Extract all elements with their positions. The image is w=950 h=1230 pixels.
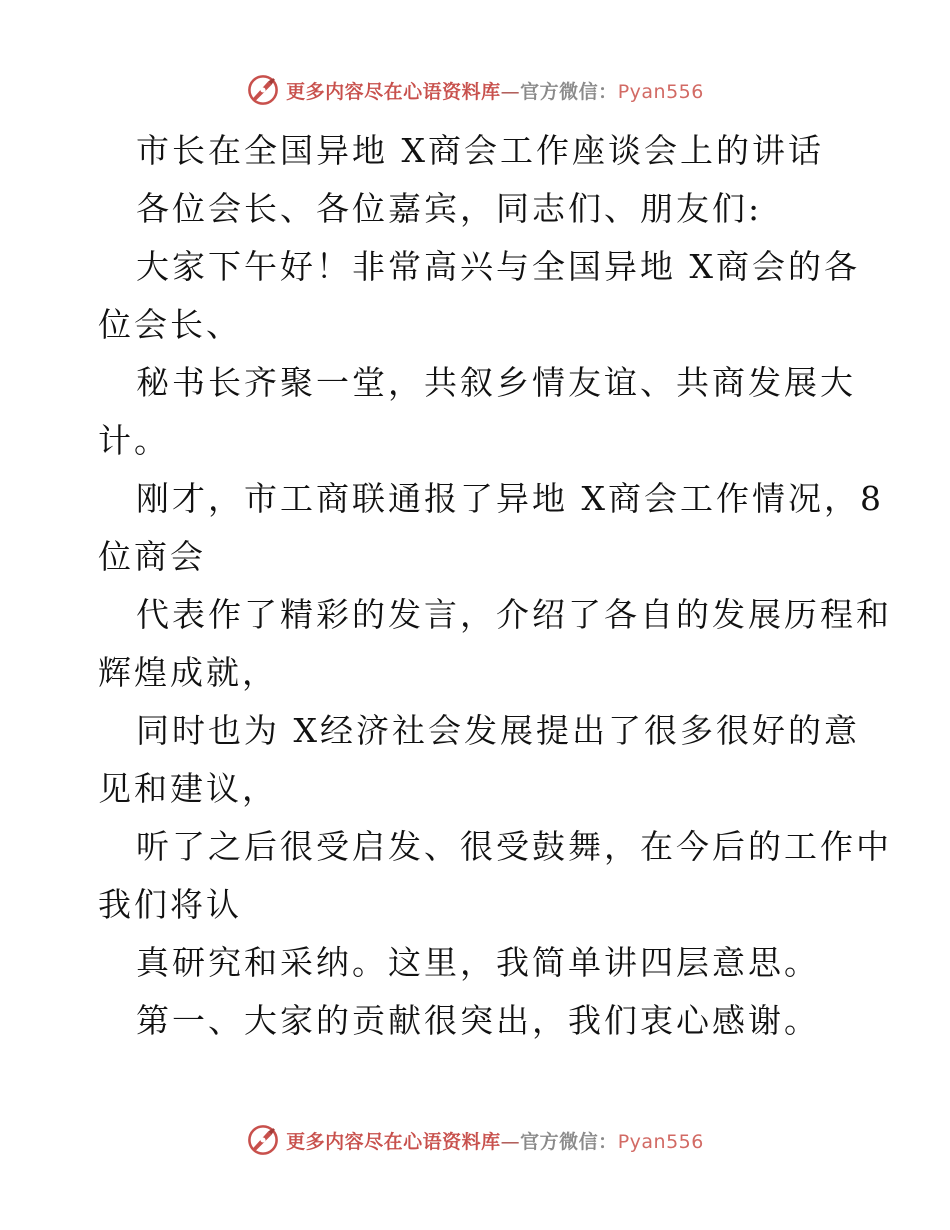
text-line: 我们将认 [98,885,242,924]
watermark-official: 官方微信： [520,1130,618,1153]
text-line: 刚才，市工商联通报了异地 X商会工作情况，8 [136,479,884,518]
text-line: 位会长、 [98,305,242,344]
watermark-dash: — [500,80,521,103]
text-line: 位商会 [98,537,206,576]
text-line: 同时也为 X经济社会发展提出了很多很好的意 [136,711,860,750]
text-line: 辉煌成就， [98,653,278,692]
watermark-id: Pyan556 [617,1130,704,1153]
salutation-line: 各位会长、各位嘉宾，同志们、朋友们: [136,189,763,228]
text-line: 代表作了精彩的发言，介绍了各自的发展历程和 [136,595,892,634]
text-line: 见和建议， [98,769,278,808]
watermark-id: Pyan556 [617,80,704,103]
watermark-brand: 更多内容尽在心语资料库 [286,1130,501,1153]
quill-pen-logo-icon [246,73,280,107]
quill-pen-logo-icon [246,1123,280,1157]
text-line: 秘书长齐聚一堂，共叙乡情友谊、共商发展大 [136,363,856,402]
watermark-dash: — [500,1130,521,1153]
watermark-official: 官方微信： [520,80,618,103]
text-line: 计。 [98,421,170,460]
text-line: 听了之后很受启发、很受鼓舞，在今后的工作中 [136,827,892,866]
header-watermark [0,70,950,110]
watermark-brand: 更多内容尽在心语资料库 [286,80,501,103]
document-body [98,122,892,1050]
footer-watermark [0,1120,950,1160]
document-title: 市长在全国异地 X商会工作座谈会上的讲话 [136,131,824,170]
text-line: 第一、大家的贡献很突出，我们衷心感谢。 [136,1001,820,1040]
text-line: 大家下午好！非常高兴与全国异地 X商会的各 [136,247,860,286]
text-line: 真研究和采纳。这里，我简单讲四层意思。 [136,943,820,982]
